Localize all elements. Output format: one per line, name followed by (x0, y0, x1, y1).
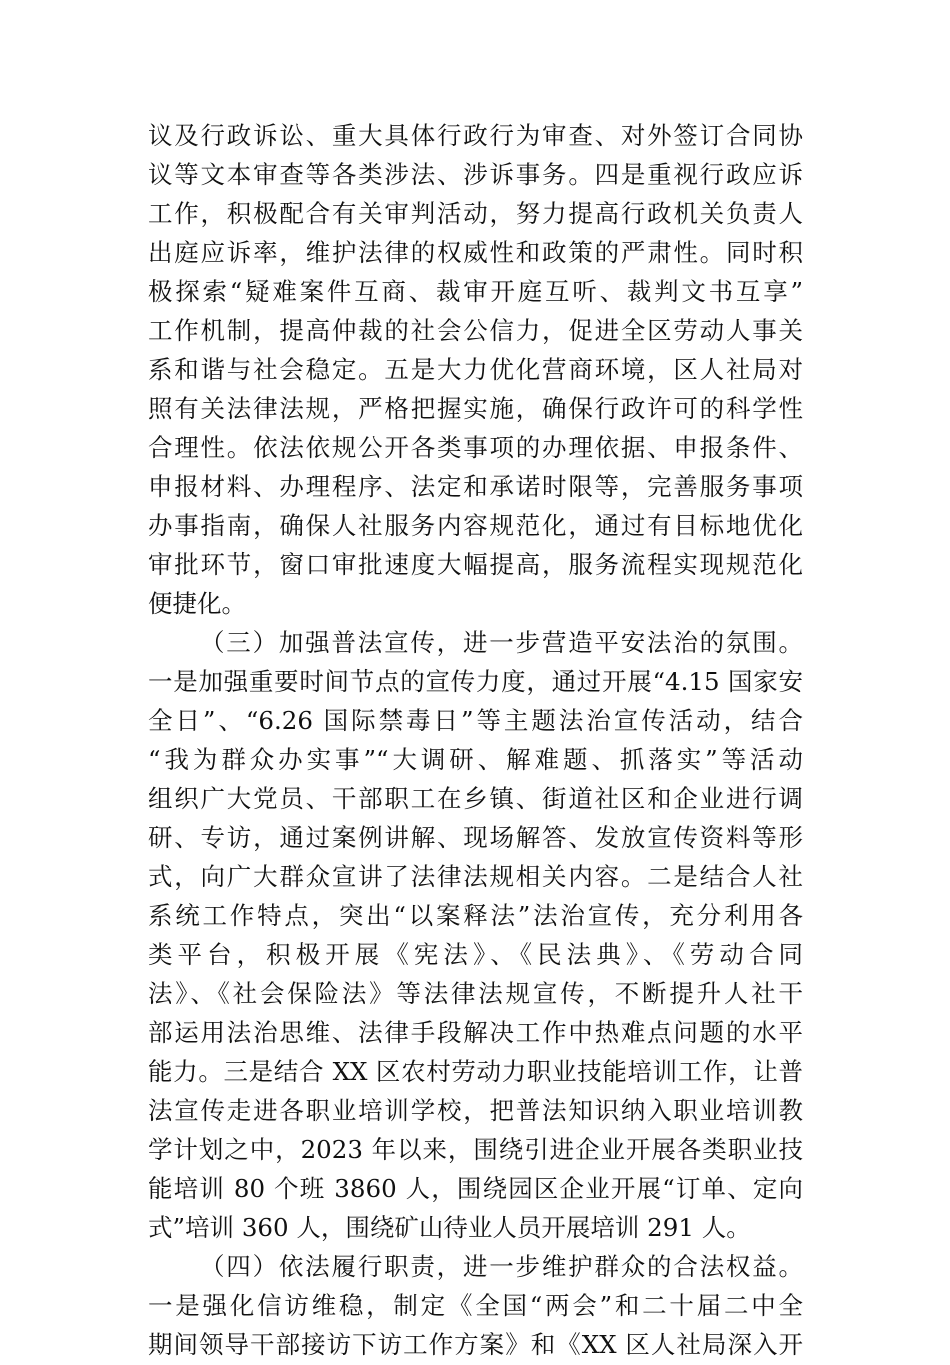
text-line: 式，向广大群众宣讲了法律法规相关内容。二是结合人社 (148, 862, 803, 891)
text-line: 工作机制，提高仲裁的社会公信力，促进全区劳动人事关 (148, 316, 803, 345)
text-line: 便捷化。 (148, 589, 246, 618)
section-heading: （四）依法履行职责，进一步维护群众的合法权益。 (200, 1252, 803, 1281)
text-line: 一是加强重要时间节点的宣传力度，通过开展“4.15 国家安 (148, 667, 803, 696)
text-line: 系统工作特点，突出“以案释法”法治宣传，充分利用各 (148, 901, 803, 930)
text-line: 能力。三是结合 XX 区农村劳动力职业技能培训工作，让普 (148, 1057, 803, 1086)
text-line: 能培训 80 个班 3860 人，围绕园区企业开展“订单、定向 (148, 1174, 803, 1203)
text-line: 类平台，积极开展《宪法》、《民法典》、《劳动合同 (148, 940, 803, 969)
text-line: 式”培训 360 人，围绕矿山待业人员开展培训 291 人。 (148, 1213, 751, 1242)
text-line: 组织广大党员、干部职工在乡镇、街道社区和企业进行调 (148, 784, 803, 813)
text-line: 议及行政诉讼、重大具体行政行为审查、对外签订合同协 (148, 121, 803, 150)
text-line: 工作，积极配合有关审判活动，努力提高行政机关负责人 (148, 199, 803, 228)
text-line: 极探索“疑难案件互商、裁审开庭互听、裁判文书互享” (148, 277, 803, 306)
text-line: 系和谐与社会稳定。五是大力优化营商环境，区人社局对 (148, 355, 803, 384)
text-line: 申报材料、办理程序、法定和承诺时限等，完善服务事项 (148, 472, 803, 501)
text-line: 议等文本审查等各类涉法、涉诉事务。四是重视行政应诉 (148, 160, 803, 189)
text-line: 照有关法律法规，严格把握实施，确保行政许可的科学性 (148, 394, 803, 423)
text-line: 学计划之中，2023 年以来，围绕引进企业开展各类职业技 (148, 1135, 803, 1164)
text-line: 研、专访，通过案例讲解、现场解答、发放宣传资料等形 (148, 823, 803, 852)
text-line: “我为群众办实事”“大调研、解难题、抓落实”等活动 (148, 745, 803, 774)
text-line: 期间领导干部接访下访工作方案》和《XX 区人社局深入开 (148, 1330, 803, 1359)
text-line: 法宣传走进各职业培训学校，把普法知识纳入职业培训教 (148, 1096, 803, 1125)
section-heading: （三）加强普法宣传，进一步营造平安法治的氛围。 (200, 628, 803, 657)
text-line: 审批环节，窗口审批速度大幅提高，服务流程实现规范化 (148, 550, 803, 579)
text-line: 法》、《社会保险法》等法律法规宣传，不断提升人社干 (148, 979, 803, 1008)
text-line: 出庭应诉率，维护法律的权威性和政策的严肃性。同时积 (148, 238, 803, 267)
text-line: 全日”、“6.26 国际禁毒日”等主题法治宣传活动，结合 (148, 706, 803, 735)
text-line: 办事指南，确保人社服务内容规范化，通过有目标地优化 (148, 511, 803, 540)
text-line: 合理性。依法依规公开各类事项的办理依据、申报条件、 (148, 433, 803, 462)
text-line: 部运用法治思维、法律手段解决工作中热难点问题的水平 (148, 1018, 803, 1047)
text-line: 一是强化信访维稳，制定《全国“两会”和二十届二中全 (148, 1291, 803, 1320)
